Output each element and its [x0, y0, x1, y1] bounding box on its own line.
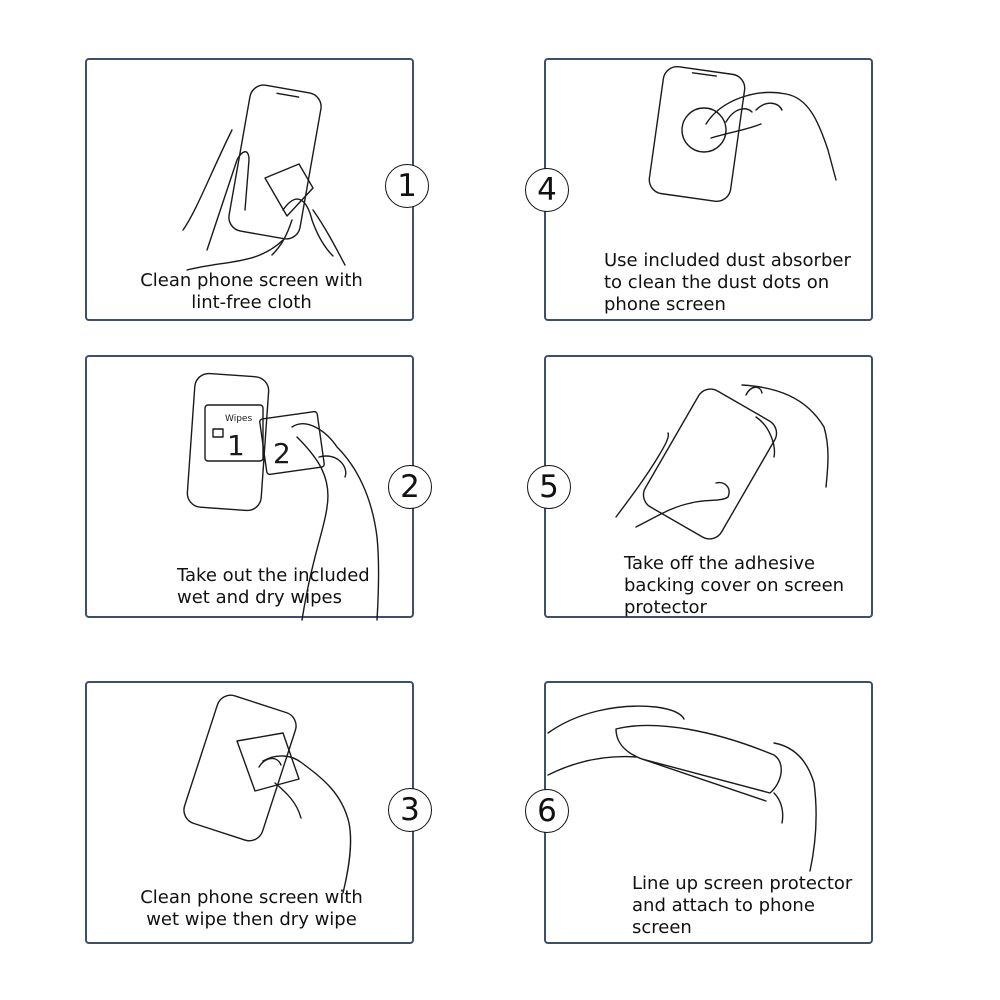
- step-caption: Take off the adhesive backing cover on screen protector: [624, 553, 845, 618]
- step-number-5: 5: [527, 465, 571, 509]
- step-caption: Clean phone screen with wet wipe then dry wipe: [140, 887, 363, 930]
- step-number-6: 6: [525, 789, 569, 833]
- step-caption: Line up screen protector and attach to phone screen: [632, 873, 853, 938]
- step-caption: Clean phone screen with lint-free cloth: [140, 270, 363, 313]
- wipe-number-2: 2: [273, 437, 291, 470]
- step-card-2: [85, 355, 414, 618]
- wipes-label: Wipes: [225, 414, 253, 424]
- step-number-2: 2: [388, 465, 432, 509]
- step-number-1: 1: [385, 164, 429, 208]
- step-card-5: [544, 355, 873, 618]
- step-card-1: [85, 58, 414, 321]
- step-caption: Use included dust absorber to clean the dust dots on phone screen: [604, 250, 851, 315]
- step-card-4: [544, 58, 873, 321]
- wipe-number-1: 1: [227, 429, 245, 462]
- step-card-6: [544, 681, 873, 944]
- step-card-3: [85, 681, 414, 944]
- step-number-4: 4: [525, 168, 569, 212]
- step-number-3: 3: [388, 788, 432, 832]
- step-caption: Take out the included wet and dry wipes: [177, 565, 370, 608]
